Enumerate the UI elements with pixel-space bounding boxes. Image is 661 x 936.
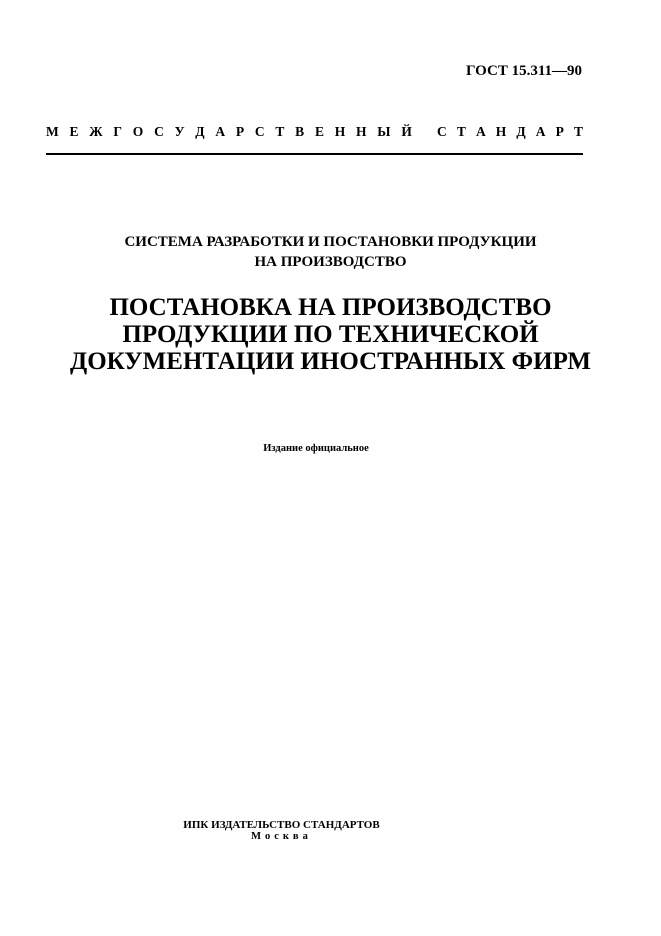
system-title-line-2: НА ПРОИЗВОДСТВО [254, 254, 407, 270]
letter: А [535, 124, 546, 139]
letter: С [254, 124, 265, 139]
letter: С [437, 124, 447, 139]
letter: В [295, 124, 305, 139]
letter: Д [516, 124, 526, 139]
letter: Н [495, 124, 507, 139]
letter: Н [356, 124, 367, 139]
document-title-line-1: ПОСТАНОВКА НА ПРОИЗВОДСТВО [109, 294, 552, 321]
letter: Т [456, 124, 466, 139]
letter: Ж [89, 124, 103, 139]
letter: С [154, 124, 164, 139]
standard-type-heading [46, 124, 583, 140]
letter: Т [275, 124, 285, 139]
document-title [30, 294, 631, 375]
publisher-city: Москва [251, 831, 312, 842]
letter: Н [334, 124, 346, 139]
letter: Й [401, 124, 412, 139]
letter: А [215, 124, 226, 139]
header-divider [46, 153, 583, 155]
publisher-name: ИПК ИЗДАТЕЛЬСТВО СТАНДАРТОВ [183, 819, 380, 831]
letter: Ы [377, 124, 391, 139]
edition-note: Издание официальное [263, 443, 369, 454]
standard-type-word-1 [46, 124, 412, 140]
letter: Р [235, 124, 245, 139]
letter: Е [69, 124, 79, 139]
letter: Т [573, 124, 583, 139]
system-title [40, 232, 621, 272]
letter: М [46, 124, 59, 139]
letter: Р [555, 124, 564, 139]
gost-code: ГОСТ 15.311—90 [465, 63, 582, 79]
letter: Г [113, 124, 123, 139]
document-title-line-3: ДОКУМЕНТАЦИИ ИНОСТРАННЫХ ФИРМ [70, 348, 591, 375]
standard-type-word-2 [437, 124, 583, 140]
document-title-line-2: ПРОДУКЦИИ ПО ТЕХНИЧЕСКОЙ [122, 321, 539, 348]
letter: Е [314, 124, 324, 139]
letter: А [475, 124, 486, 139]
letter: Д [195, 124, 205, 139]
system-title-line-1: СИСТЕМА РАЗРАБОТКИ И ПОСТАНОВКИ ПРОДУКЦИИ [124, 234, 537, 250]
letter: У [174, 124, 185, 139]
letter: О [132, 124, 144, 139]
